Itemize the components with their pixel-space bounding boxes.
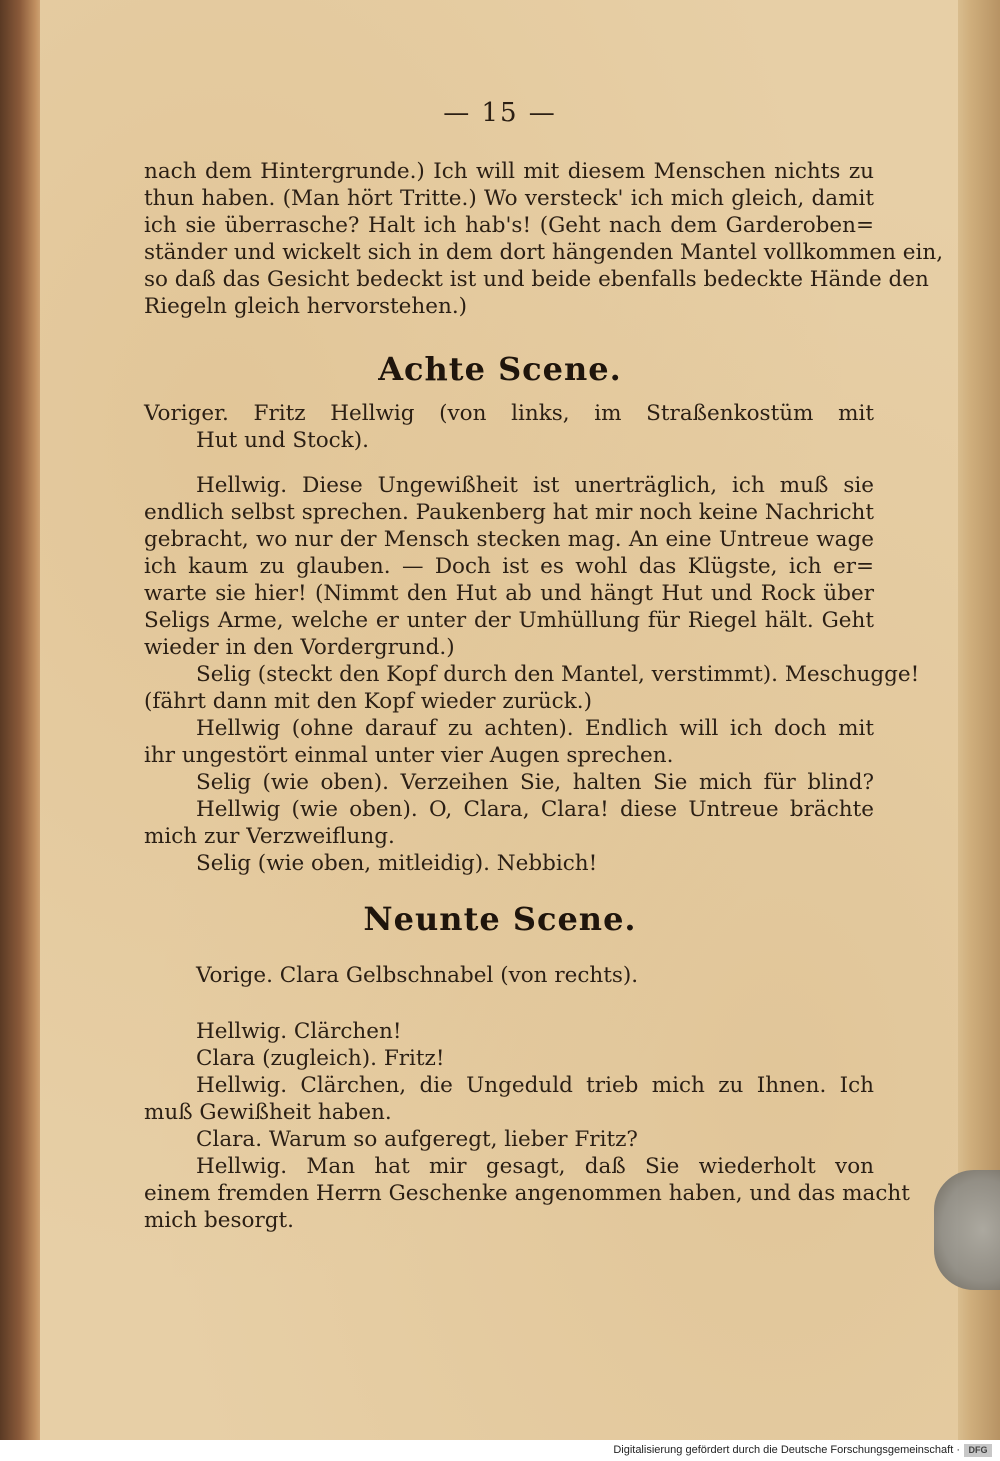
paragraph-block-1	[144, 158, 944, 320]
text-line: Selig (steckt den Kopf durch den Mantel, verstimmt). Meschugge!	[196, 662, 920, 687]
text-line: ständer und wickelt sich in dem dort hängenden Mantel vollkommen ein,	[144, 240, 944, 265]
text-line: mich besorgt.	[144, 1208, 294, 1233]
text-line: so daß das Gesicht bedeckt ist und beide ebenfalls bedeckte Hände den	[144, 267, 929, 292]
cast-line: Voriger. Fritz Hellwig (von links, im Straßenkostüm mit	[144, 401, 874, 426]
scene-heading-achte: Achte Scene.	[378, 350, 622, 388]
text-line: Clara. Warum so aufgeregt, lieber Fritz?	[196, 1127, 638, 1152]
digitization-footer	[0, 1440, 1000, 1461]
scene-heading-neunte: Neunte Scene.	[363, 900, 637, 938]
text-line: warte sie hier! (Nimmt den Hut ab und hängt Hut und Rock über	[144, 581, 874, 606]
text-line: Hellwig. Diese Ungewißheit ist unerträglich, ich muß sie	[196, 473, 874, 498]
text-line: mich zur Verzweiflung.	[144, 824, 395, 849]
text-line: endlich selbst sprechen. Paukenberg hat mir noch keine Nachricht	[144, 500, 875, 525]
text-line: ich sie überrasche? Halt ich hab's! (Geht nach dem Garderoben=	[144, 213, 874, 238]
cast-list-achte	[144, 400, 874, 454]
paragraph-block-3	[144, 1018, 910, 1234]
text-line: (fährt dann mit den Kopf wieder zurück.)	[144, 689, 592, 714]
text-line: Hellwig (ohne darauf zu achten). Endlich will ich doch mit	[196, 716, 874, 741]
text-line: nach dem Hintergrunde.) Ich will mit diesem Menschen nichts zu	[144, 159, 874, 184]
text-line: einem fremden Herrn Geschenke angenommen haben, und das macht	[144, 1181, 910, 1206]
text-line: Clara (zugleich). Fritz!	[196, 1046, 445, 1071]
text-line: Hellwig. Clärchen!	[196, 1019, 402, 1044]
text-line: Hellwig. Clärchen, die Ungeduld trieb mich zu Ihnen. Ich	[196, 1073, 874, 1098]
cast-line: Hut und Stock).	[196, 428, 369, 453]
text-line: Selig (wie oben). Verzeihen Sie, halten Sie mich für blind?	[196, 770, 874, 795]
text-line: gebracht, wo nur der Mensch stecken mag. An eine Untreue wage	[144, 527, 874, 552]
dfg-logo-icon: DFG	[964, 1444, 992, 1457]
cast-list-neunte	[144, 962, 874, 989]
text-line: Hellwig (wie oben). O, Clara, Clara! diese Untreue brächte	[196, 797, 874, 822]
thumb-shadow	[934, 1170, 1000, 1290]
text-line: ihr ungestört einmal unter vier Augen sprechen.	[144, 743, 674, 768]
text-line: Seligs Arme, welche er unter der Umhüllung für Riegel hält. Geht	[144, 608, 874, 633]
footer-credit-text: Digitalisierung gefördert durch die Deutsche Forschungsgemeinschaft ·	[613, 1444, 960, 1456]
cast-line: Vorige. Clara Gelbschnabel (von rechts).	[196, 963, 639, 988]
book-page	[40, 0, 960, 1440]
text-line: Riegeln gleich hervorstehen.)	[144, 294, 468, 319]
text-line: Selig (wie oben, mitleidig). Nebbich!	[196, 851, 598, 876]
text-line: muß Gewißheit haben.	[144, 1100, 392, 1125]
text-line: wieder in den Vordergrund.)	[144, 635, 455, 660]
page-number: — 15 —	[443, 98, 557, 128]
text-line: Hellwig. Man hat mir gesagt, daß Sie wiederholt von	[196, 1154, 874, 1179]
paragraph-block-2	[144, 472, 920, 877]
book-spine	[0, 0, 44, 1440]
text-line: ich kaum zu glauben. — Doch ist es wohl das Klügste, ich er=	[144, 554, 874, 579]
text-line: thun haben. (Man hört Tritte.) Wo versteck' ich mich gleich, damit	[144, 186, 874, 211]
